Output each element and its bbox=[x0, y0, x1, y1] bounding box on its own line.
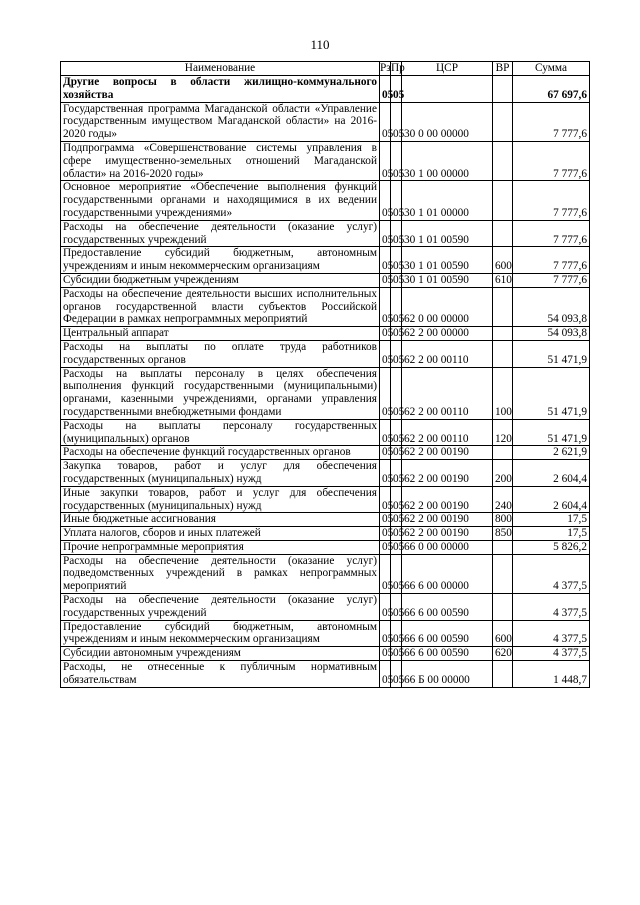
row-rz: 05 bbox=[380, 287, 391, 326]
row-vr bbox=[493, 102, 513, 141]
row-csr bbox=[402, 76, 493, 103]
table-row bbox=[61, 594, 590, 621]
row-pr: 05 bbox=[391, 661, 402, 688]
table-row bbox=[61, 620, 590, 647]
row-pr: 05 bbox=[391, 594, 402, 621]
row-rz: 05 bbox=[380, 486, 391, 513]
table-row bbox=[61, 661, 590, 688]
row-pr: 05 bbox=[391, 620, 402, 647]
row-pr: 05 bbox=[391, 419, 402, 446]
row-sum: 54 093,8 bbox=[513, 327, 590, 341]
row-pr: 05 bbox=[391, 327, 402, 341]
row-rz: 05 bbox=[380, 446, 391, 460]
row-name: Расходы на обеспечение деятельности высших исполнительных органов государственной власти субъектов Российской Федерации в рамках непрограммных мероприятий bbox=[61, 287, 380, 326]
row-csr: 62 2 00 00000 bbox=[402, 327, 493, 341]
row-name: Расходы на обеспечение функций государственных органов bbox=[61, 446, 380, 460]
row-sum: 7 777,6 bbox=[513, 102, 590, 141]
row-pr: 05 bbox=[391, 220, 402, 247]
row-pr: 05 bbox=[391, 446, 402, 460]
row-rz: 05 bbox=[380, 460, 391, 487]
row-csr: 62 2 00 00110 bbox=[402, 367, 493, 419]
table-body bbox=[61, 76, 590, 688]
row-vr bbox=[493, 594, 513, 621]
table-row bbox=[61, 486, 590, 513]
table-row bbox=[61, 419, 590, 446]
row-pr: 05 bbox=[391, 486, 402, 513]
row-rz: 05 bbox=[380, 620, 391, 647]
row-rz: 05 bbox=[380, 513, 391, 527]
header-name: Наименование bbox=[61, 62, 380, 76]
row-vr: 600 bbox=[493, 620, 513, 647]
row-rz: 05 bbox=[380, 181, 391, 220]
row-sum: 4 377,5 bbox=[513, 647, 590, 661]
row-pr: 05 bbox=[391, 554, 402, 593]
row-name: Государственная программа Магаданской области «Управление государственным имуществом Магаданской области» на 2016-2020 годы» bbox=[61, 102, 380, 141]
row-sum: 4 377,5 bbox=[513, 594, 590, 621]
row-name: Расходы на выплаты персоналу государственных (муниципальных) органов bbox=[61, 419, 380, 446]
row-csr: 66 0 00 00000 bbox=[402, 540, 493, 554]
row-rz: 05 bbox=[380, 76, 391, 103]
row-rz: 05 bbox=[380, 102, 391, 141]
row-sum: 7 777,6 bbox=[513, 181, 590, 220]
table-row bbox=[61, 273, 590, 287]
table-row bbox=[61, 460, 590, 487]
row-sum: 54 093,8 bbox=[513, 287, 590, 326]
row-name: Закупка товаров, работ и услуг для обеспечения государственных (муниципальных) нужд bbox=[61, 460, 380, 487]
table-row bbox=[61, 327, 590, 341]
row-rz: 05 bbox=[380, 340, 391, 367]
row-sum: 7 777,6 bbox=[513, 141, 590, 180]
row-csr: 30 1 01 00590 bbox=[402, 273, 493, 287]
row-name: Расходы на выплаты по оплате труда работников государственных органов bbox=[61, 340, 380, 367]
row-name: Расходы на обеспечение деятельности (оказание услуг) подведомственных учреждений в рамках непрограммных мероприятий bbox=[61, 554, 380, 593]
row-sum: 17,5 bbox=[513, 527, 590, 541]
table-row bbox=[61, 367, 590, 419]
header-pr: Пр bbox=[391, 62, 405, 75]
row-name: Центральный аппарат bbox=[61, 327, 380, 341]
row-sum: 67 697,6 bbox=[513, 76, 590, 103]
row-vr bbox=[493, 76, 513, 103]
row-rz: 05 bbox=[380, 367, 391, 419]
row-name: Субсидии автономным учреждениям bbox=[61, 647, 380, 661]
row-sum: 4 377,5 bbox=[513, 554, 590, 593]
row-csr: 30 1 01 00590 bbox=[402, 220, 493, 247]
row-sum: 17,5 bbox=[513, 513, 590, 527]
table-row bbox=[61, 76, 590, 103]
table-row bbox=[61, 181, 590, 220]
row-pr: 05 bbox=[391, 647, 402, 661]
table-row bbox=[61, 446, 590, 460]
row-name: Прочие непрограммные мероприятия bbox=[61, 540, 380, 554]
row-csr: 62 2 00 00190 bbox=[402, 527, 493, 541]
row-sum: 2 604,4 bbox=[513, 486, 590, 513]
header-vr: ВР bbox=[493, 62, 513, 76]
row-name: Расходы на обеспечение деятельности (оказание услуг) государственных учреждений bbox=[61, 594, 380, 621]
row-name: Основное мероприятие «Обеспечение выполнения функций государственными органами и находящимися в их ведении государственными учреждениями» bbox=[61, 181, 380, 220]
row-sum: 5 826,2 bbox=[513, 540, 590, 554]
row-pr: 05 bbox=[391, 141, 402, 180]
row-sum: 51 471,9 bbox=[513, 419, 590, 446]
row-pr: 05 bbox=[391, 527, 402, 541]
row-vr bbox=[493, 287, 513, 326]
row-csr: 62 2 00 00110 bbox=[402, 419, 493, 446]
row-name: Расходы на выплаты персоналу в целях обеспечения выполнения функций государственными (муниципальными) органами, казенными учреждениями, органами управления государственными внебюджетными фондами bbox=[61, 367, 380, 419]
row-pr: 05 bbox=[391, 513, 402, 527]
row-name: Предоставление субсидий бюджетным, автономным учреждениям и иным некоммерческим организациям bbox=[61, 620, 380, 647]
row-rz: 05 bbox=[380, 273, 391, 287]
row-pr: 05 bbox=[391, 247, 402, 274]
row-vr: 620 bbox=[493, 647, 513, 661]
row-csr: 62 2 00 00190 bbox=[402, 513, 493, 527]
row-rz: 05 bbox=[380, 141, 391, 180]
table-row bbox=[61, 220, 590, 247]
table-row bbox=[61, 102, 590, 141]
row-sum: 2 621,9 bbox=[513, 446, 590, 460]
header-sum: Сумма bbox=[513, 62, 590, 76]
row-rz: 05 bbox=[380, 661, 391, 688]
row-rz: 05 bbox=[380, 220, 391, 247]
row-pr: 05 bbox=[391, 540, 402, 554]
row-csr: 30 1 00 00000 bbox=[402, 141, 493, 180]
row-rz: 05 bbox=[380, 419, 391, 446]
row-rz: 05 bbox=[380, 554, 391, 593]
row-pr: 05 bbox=[391, 460, 402, 487]
budget-table bbox=[60, 61, 590, 688]
page-number: 110 bbox=[310, 37, 330, 52]
header-csr: ЦСР bbox=[402, 62, 493, 76]
row-name: Субсидии бюджетным учреждениям bbox=[61, 273, 380, 287]
row-sum: 4 377,5 bbox=[513, 620, 590, 647]
row-rz: 05 bbox=[380, 540, 391, 554]
row-sum: 51 471,9 bbox=[513, 367, 590, 419]
row-sum: 7 777,6 bbox=[513, 220, 590, 247]
row-sum: 2 604,4 bbox=[513, 460, 590, 487]
table-row bbox=[61, 647, 590, 661]
row-csr: 66 6 00 00590 bbox=[402, 620, 493, 647]
table-row bbox=[61, 141, 590, 180]
table-row bbox=[61, 554, 590, 593]
row-sum: 7 777,6 bbox=[513, 273, 590, 287]
row-csr: 30 1 01 00000 bbox=[402, 181, 493, 220]
row-pr: 05 bbox=[391, 102, 402, 141]
row-vr bbox=[493, 446, 513, 460]
row-rz: 05 bbox=[380, 594, 391, 621]
row-name: Расходы на обеспечение деятельности (оказание услуг) государственных учреждений bbox=[61, 220, 380, 247]
row-csr: 66 6 00 00590 bbox=[402, 594, 493, 621]
table-row bbox=[61, 287, 590, 326]
row-vr: 120 bbox=[493, 419, 513, 446]
row-csr: 66 6 00 00000 bbox=[402, 554, 493, 593]
row-vr bbox=[493, 554, 513, 593]
row-vr: 100 bbox=[493, 367, 513, 419]
row-vr: 610 bbox=[493, 273, 513, 287]
row-pr: 05 bbox=[391, 181, 402, 220]
row-sum: 51 471,9 bbox=[513, 340, 590, 367]
row-sum: 7 777,6 bbox=[513, 247, 590, 274]
row-vr: 800 bbox=[493, 513, 513, 527]
row-vr bbox=[493, 327, 513, 341]
row-csr: 62 0 00 00000 bbox=[402, 287, 493, 326]
row-vr bbox=[493, 181, 513, 220]
row-csr: 30 1 01 00590 bbox=[402, 247, 493, 274]
row-name: Иные бюджетные ассигнования bbox=[61, 513, 380, 527]
row-csr: 62 2 00 00190 bbox=[402, 486, 493, 513]
header-rz: Рз bbox=[380, 62, 391, 75]
row-sum: 1 448,7 bbox=[513, 661, 590, 688]
row-pr: 05 bbox=[391, 367, 402, 419]
row-vr: 600 bbox=[493, 247, 513, 274]
table-row bbox=[61, 247, 590, 274]
row-csr: 62 2 00 00110 bbox=[402, 340, 493, 367]
row-rz: 05 bbox=[380, 647, 391, 661]
table-row bbox=[61, 540, 590, 554]
row-csr: 62 2 00 00190 bbox=[402, 446, 493, 460]
row-vr bbox=[493, 661, 513, 688]
row-csr: 62 2 00 00190 bbox=[402, 460, 493, 487]
table-header-row bbox=[61, 62, 590, 76]
row-vr: 200 bbox=[493, 460, 513, 487]
row-vr bbox=[493, 220, 513, 247]
row-pr: 05 bbox=[391, 287, 402, 326]
row-name: Расходы, не отнесенные к публичным нормативным обязательствам bbox=[61, 661, 380, 688]
row-name: Уплата налогов, сборов и иных платежей bbox=[61, 527, 380, 541]
row-csr: 30 0 00 00000 bbox=[402, 102, 493, 141]
row-name: Другие вопросы в области жилищно-коммунального хозяйства bbox=[61, 76, 380, 103]
row-name: Иные закупки товаров, работ и услуг для обеспечения государственных (муниципальных) нужд bbox=[61, 486, 380, 513]
row-csr: 66 6 00 00590 bbox=[402, 647, 493, 661]
row-vr: 240 bbox=[493, 486, 513, 513]
table-row bbox=[61, 340, 590, 367]
table-row bbox=[61, 527, 590, 541]
row-pr: 05 bbox=[391, 340, 402, 367]
row-vr bbox=[493, 540, 513, 554]
table-row bbox=[61, 513, 590, 527]
row-rz: 05 bbox=[380, 527, 391, 541]
row-rz: 05 bbox=[380, 327, 391, 341]
row-pr: 05 bbox=[391, 76, 402, 103]
row-rz: 05 bbox=[380, 247, 391, 274]
row-name: Предоставление субсидий бюджетным, автономным учреждениям и иным некоммерческим организациям bbox=[61, 247, 380, 274]
row-vr bbox=[493, 141, 513, 180]
row-csr: 66 Б 00 00000 bbox=[402, 661, 493, 688]
row-vr: 850 bbox=[493, 527, 513, 541]
row-vr bbox=[493, 340, 513, 367]
row-pr: 05 bbox=[391, 273, 402, 287]
row-name: Подпрограмма «Совершенствование системы управления в сфере имущественно-земельных отношений Магаданской области» на 2016-2020 годы» bbox=[61, 141, 380, 180]
